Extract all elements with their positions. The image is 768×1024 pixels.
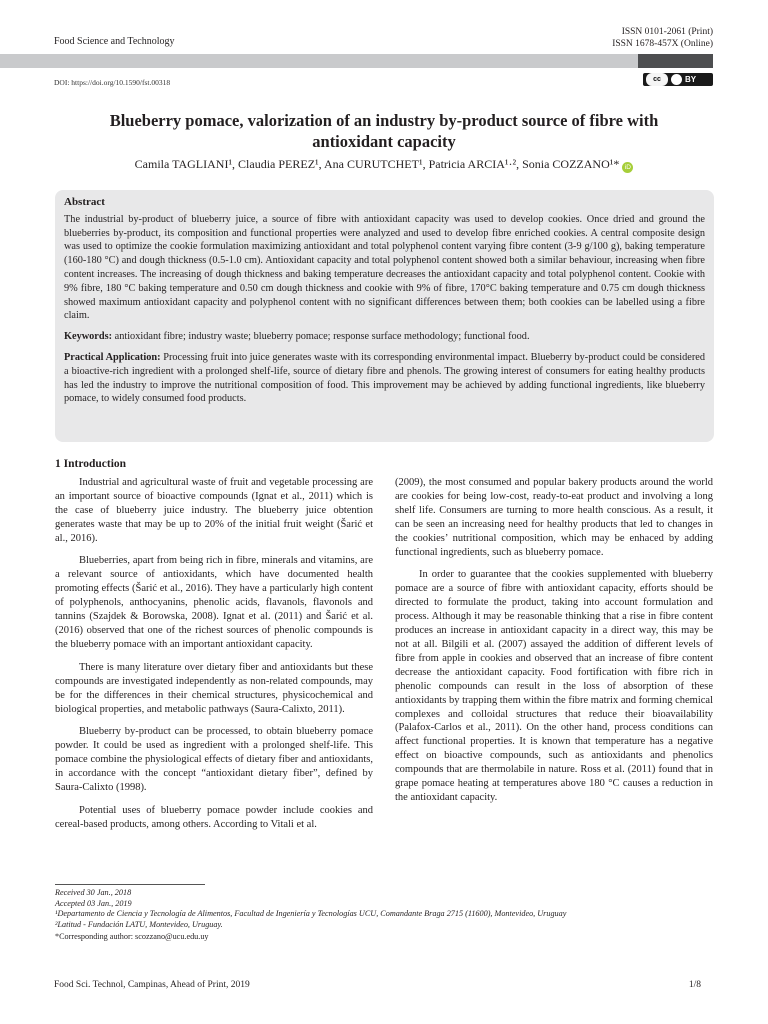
left-column: [55, 458, 373, 841]
keywords: [64, 330, 705, 344]
attribution-icon: [671, 74, 682, 85]
page-number: 1/8: [688, 980, 701, 990]
doi-link[interactable]: DOI: https://doi.org/10.1590/fst.00318: [54, 78, 171, 87]
abstract-text: The industrial by-product of blueberry juice, a source of fibre with antioxidant capacity was used to develop cookies. Once dried and ground the blueberries by-product, its composition and functional properties were analyzed and used to develop fibre enriched cookies. A central composite design was used to optimize the cookie formulation maximizing antioxidant and total polyphenol content varying fibre content (3-9 g/100 g), baking temperature (160-180 °C) and dough thickness (0.5-1.0 cm). Antioxidant capacity and total polyphenol content showed both a similar behaviour, increasing when fibre content increases. The increasing of dough thickness and baking temperature decreases the antioxidant capacity and total polyphenol content. Cookie with 9% fibre, 180 °C baking temperature and 0.50 cm dough thickness and cookie with 9% of fibre, 170°C baking temperature and 0.75 cm dough thickness showed maximum antioxidant capacity and polyphenol content with no significant differences between them; both cookies can be labelled using a fibre claim.: [64, 213, 705, 322]
footnotes: [55, 888, 715, 943]
practical-application-text: Processing fruit into juice generates waste with its corresponding environmental impact. Blueberry by-product could be considered a bioactive-rich ingredient with a prolonged shelf-life, source of dietary fibre and phenols. The growing interest of consumers for eating healthy products has led the industry to improve the nutritional composition of food. This improvement may be achieved by adding functional ingredients, like blueberry pomace, to widely consumed food products.: [64, 351, 705, 405]
body-paragraph: Blueberry by-product can be processed, to obtain blueberry pomace powder. It could be used as ingredient with a prolonged shelf-life. This pomace combine the physiological effects of dietary fiber and antioxidants, in accordance with the concept “antioxidant dietary fiber”, defined by Saura-Calixto (1998).: [55, 726, 373, 794]
author-list: [60, 157, 708, 173]
body-paragraph: There is many literature over dietary fiber and antioxidants but these compounds are investigated independently as non-related compounds, may be for the differences in their chemical structures, physicochemical and biological properties, and metabolic pathways (Saura-Calixto, 2011).: [55, 661, 373, 715]
abstract-heading: Abstract: [64, 196, 105, 208]
header-bar-accent: [638, 54, 713, 68]
body-paragraph: Industrial and agricultural waste of fruit and vegetable processing are an important source of bioactive compounds (Ignat et al., 2011) which is the case of blueberry juice industry. The blueberry juice obtention generates waste that may be up to 20% of the initial fruit weight (Šarić et al., 2016).: [55, 476, 373, 544]
received-date: Received 30 Jan., 2018: [55, 888, 132, 897]
accepted-date: Accepted 03 Jan., 2019: [55, 898, 132, 908]
abstract-box: [55, 190, 714, 442]
creative-commons-icon: cc: [646, 73, 668, 86]
article-title: Blueberry pomace, valorization of an industry by-product source of fibre with antioxidant capacity: [109, 111, 659, 151]
license-by-label: BY: [685, 75, 697, 84]
keywords-label: Keywords:: [64, 331, 113, 343]
right-column: [395, 476, 713, 814]
practical-application: [64, 351, 705, 406]
affiliation-1: ¹Departamento de Ciencia y Tecnología de Alimentos, Facultad de Ingeniería y Tecnologías UCU, Comandante Braga 2715 (11600), Montevideo, Uruguay: [55, 909, 567, 919]
issn-online: ISSN 1678-457X (Online): [612, 39, 713, 49]
section-heading: 1 Introduction: [55, 458, 127, 470]
header-bar: [0, 54, 713, 68]
keywords-text: antioxidant fibre; industry waste; blueberry pomace; response surface methodology; functional food.: [112, 331, 530, 343]
practical-application-label: Practical Application:: [64, 351, 161, 363]
corresponding-author: *Corresponding author: scozzano@ucu.edu.uy: [55, 932, 209, 942]
journal-name: Food Science and Technology: [54, 36, 175, 47]
cc-by-license-badge[interactable]: [643, 73, 713, 86]
issn-block: [612, 26, 713, 50]
body-paragraph-continuation: (2009), the most consumed and popular bakery products around the world are cookies for being low-cost, ready-to-eat product and involving a long shelf life. Consumers are turning to more health conscious. As a result, it can be seen an increasing need for healthy products that led to changes in the cookies’ nutritional composition, which may be enhaced by adding functional ingredients, such as blueberry pomace.: [395, 477, 713, 558]
footer-citation: Food Sci. Technol, Campinas, Ahead of Print, 2019: [54, 980, 250, 990]
body-paragraph: In order to guarantee that the cookies supplemented with blueberry pomace are a source of fibre with antioxidant capacity, efforts should be directed to formulate the product, taking into account formulation and process. Although it may be reasonable thinking that a rise in fibre content produces an increase in antioxidant capacity in a direct way, this may be not at all. Bilgili et al. (2007) assayed the addition of different levels of fibre from apple in cookies and observed that an increase of fibre content decrease the antioxidant capacity. Food fortification with fibre rich in phenolic compounds can result in the loss of absorption of these antioxidants by trapping them within the fibre matrix and forming chemical complexes and colloidal structures that reduce their bioavailability (Palafox-Carlos et al., 2011). On the other hand, process conditions can affect functional properties. It is known that temperature has a negative effect on bioactive compounds, such as antioxidants and phenolics compounds that are thermolabile in nature. Ross et al. (2011) found that in grape pomace heating at temperatures above 180 °C causes a reduction in the antioxidant capacity.: [395, 569, 713, 803]
orcid-icon[interactable]: iD: [622, 162, 633, 173]
affiliation-2: ²Latitud - Fundación LATU, Montevideo, Uruguay.: [55, 919, 223, 929]
body-paragraph: Potential uses of blueberry pomace powder include cookies and cereal-based products, among others. According to Vitali et al.: [55, 804, 373, 830]
body-paragraph: Blueberries, apart from being rich in fibre, minerals and vitamins, are a relevant source of antioxidants, which have documented health promoting effects (Šarić et al., 2016). They have a particularly high content of polyphenols, anthocyanins, phenolic acids, flavanols, flavonols and tannins (Szajdek & Borowska, 2008). Ignat et al. (2011) and Šarić et al. (2016) observed that one of the richest sources of phenolic compounds is the blueberry pomace with an important antioxidant capacity.: [55, 555, 373, 650]
issn-print: ISSN 0101-2061 (Print): [621, 27, 713, 37]
footnote-divider: [55, 884, 205, 885]
author-names: Camila TAGLIANI¹, Claudia PEREZ¹, Ana CURUTCHET¹, Patricia ARCIA¹·², Sonia COZZANO¹*: [134, 157, 620, 171]
